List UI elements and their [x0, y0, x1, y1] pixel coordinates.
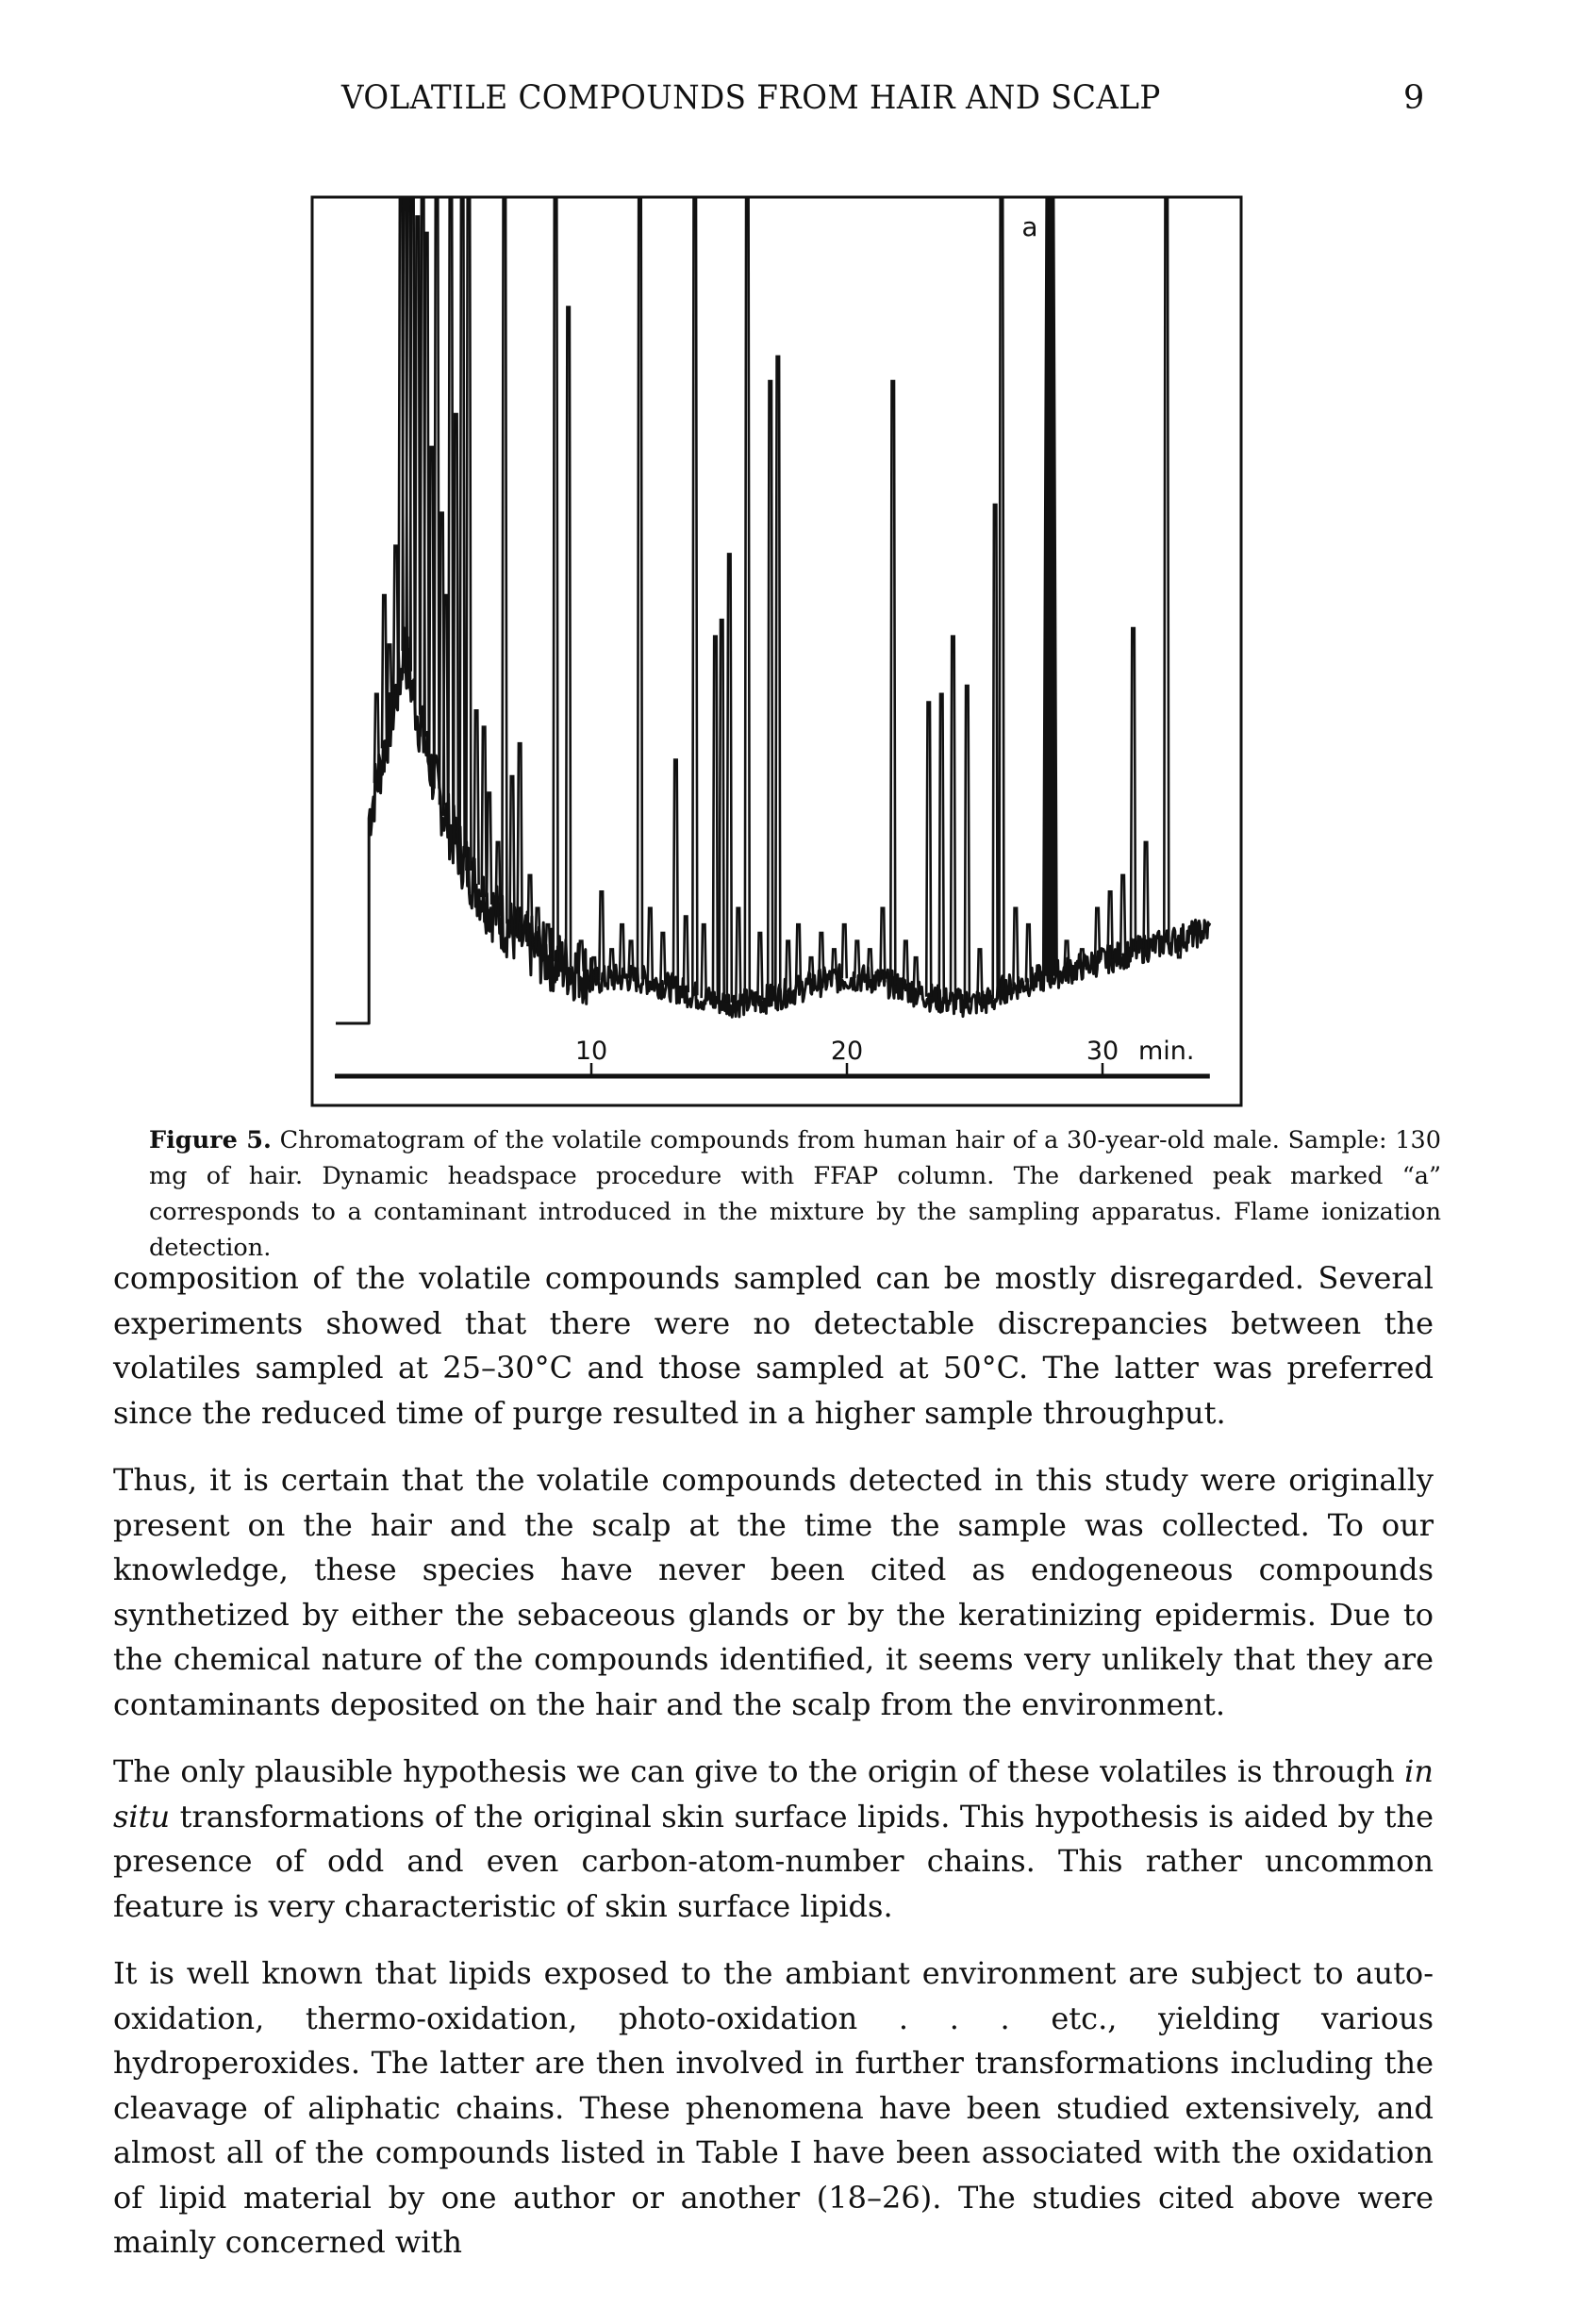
chromatogram-peak — [1120, 875, 1125, 955]
running-head: VOLATILE COMPOUNDS FROM HAIR AND SCALP — [341, 79, 1161, 117]
chromatogram-peak — [702, 924, 706, 998]
chromatogram-peak — [579, 941, 584, 971]
chromatogram-figure — [0, 0, 1575, 1122]
chromatogram-peak — [1013, 908, 1018, 987]
chromatogram-peak — [1144, 842, 1149, 948]
chromatogram-peak — [599, 891, 604, 980]
chromatogram-peak — [502, 191, 506, 923]
chromatogram-peak — [648, 908, 653, 982]
time-axis-tick-label: 30 — [1086, 1037, 1119, 1066]
chromatogram-peak — [768, 381, 772, 998]
chromatogram-peak — [638, 191, 642, 979]
time-axis-tick-label: 20 — [830, 1037, 864, 1066]
chromatogram-peak — [673, 760, 678, 989]
chromatogram-peak — [554, 191, 558, 961]
chromatogram-peak — [460, 191, 465, 857]
chromatogram-peak — [727, 554, 732, 1003]
chromatogram-peak — [487, 793, 491, 905]
chromatogram-peak — [786, 941, 790, 993]
peak-a-label: a — [1021, 211, 1038, 242]
chromatogram-peak — [454, 414, 458, 843]
chromatogram-peak — [775, 357, 780, 996]
time-axis-ticks — [575, 1037, 1119, 1076]
paragraph-4: It is well known that lipids exposed to the ambiant environment are subject to auto-oxidation, thermo-oxidation, photo-oxidation . . . etc., yielding various hydroperoxides. The latter are then involved in further transformations including the cleavage of aliphatic chains. These phenomena have been studied extensively, and almost all of the compounds listed in Table I have been associated with the oxidation of lipid material by one author or another (18–26). The studies cited above were mainly concerned with — [113, 1955, 1434, 2260]
chromatogram-peak — [720, 620, 724, 1002]
body-text — [113, 1256, 1434, 2288]
chromatogram-peak — [926, 703, 931, 997]
paragraph-1: composition of the volatile compounds sampled can be mostly disregarded. Several experiments showed that there were no detectable discrepancies between the volatiles sampled at 25–30°C and those sampled at 50°C. The latter was preferred since the reduced time of purge resulted in a higher sample throughput. — [113, 1260, 1434, 1431]
peak-a-darkened — [1043, 191, 1056, 976]
chromatogram-peak — [713, 637, 718, 1001]
paragraph-3-part-2: transformations of the original skin surface lipids. This hypothesis is aided by the presence of odd and even carbon-atom-number chains. This rather uncommon feature is very characteristic of skin surface lipids. — [113, 1798, 1434, 1924]
chromatogram-peak — [410, 191, 415, 690]
figure-caption — [149, 1122, 1441, 1266]
chromatogram-peak — [435, 191, 439, 788]
chromatogram-peak — [692, 191, 697, 995]
paragraph-3 — [113, 1750, 1434, 1929]
chromatogram-peak — [382, 595, 387, 748]
page-number: 9 — [1403, 79, 1425, 117]
chromatogram-peak — [736, 908, 740, 1003]
paragraph-3-italic-term: in situ — [113, 1753, 1434, 1834]
chromatogram-peak — [854, 941, 859, 978]
chromatogram-peak — [482, 727, 487, 897]
chromatogram-peak — [1000, 191, 1004, 990]
chromatogram-peak — [1026, 924, 1031, 982]
chromatogram-peak — [415, 217, 420, 715]
chromatogram-peak — [566, 307, 571, 968]
chromatogram-peak — [474, 710, 479, 885]
figure-label: Figure 5. — [149, 1126, 272, 1154]
chromatogram-peak — [466, 191, 471, 871]
chromatogram-peak — [1131, 628, 1136, 952]
chromatogram-peak — [939, 694, 944, 1000]
chromatogram-peak — [684, 917, 688, 993]
chromatogram-peak — [745, 191, 750, 1003]
chromatogram-peak — [965, 686, 970, 1003]
chromatogram-peak — [832, 949, 837, 979]
chromatogram-peak — [424, 233, 429, 753]
chromatogram-peak — [545, 924, 550, 957]
chromatogram-trace-group — [336, 191, 1210, 1023]
chromatogram-peak — [757, 933, 762, 1001]
chromatogram-peak — [660, 933, 665, 985]
time-axis-unit-label: min. — [1138, 1037, 1195, 1066]
chromatogram-peak — [842, 924, 847, 978]
chromatogram-peak — [1164, 191, 1169, 942]
chromatogram-peak — [951, 637, 955, 1003]
chromatogram-peak — [914, 957, 919, 992]
paragraph-2: Thus, it is certain that the volatile compounds detected in this study were originally present on the hair and the scalp at the time the sample was collected. To our knowledge, these species have never been cited as endogeneous compounds synthetized by either the sebaceous glands or by the keratinizing epidermis. Due to the chemical nature of the compounds identified, it seems very unlikely that they are contaminants deposited on the hair and the scalp from the environment. — [113, 1462, 1434, 1722]
chromatogram-peak — [448, 191, 453, 830]
figure-caption-text: Chromatogram of the volatile compounds from human hair of a 30-year-old male. Sample: 130 mg of hair. Dynamic headspace procedure with FFAP column. The darkened peak marked “a” corresponds to a contaminant introduced in the mixture by the sampling apparatus. Flame ionization detection. — [149, 1126, 1441, 1262]
chromatogram-peak — [993, 505, 998, 999]
chromatogram-peak — [890, 381, 895, 985]
paragraph-3-part-1: The only plausible hypothesis we can give to the origin of these volatiles is through — [113, 1753, 1405, 1789]
time-axis-tick-label: 10 — [574, 1037, 608, 1066]
